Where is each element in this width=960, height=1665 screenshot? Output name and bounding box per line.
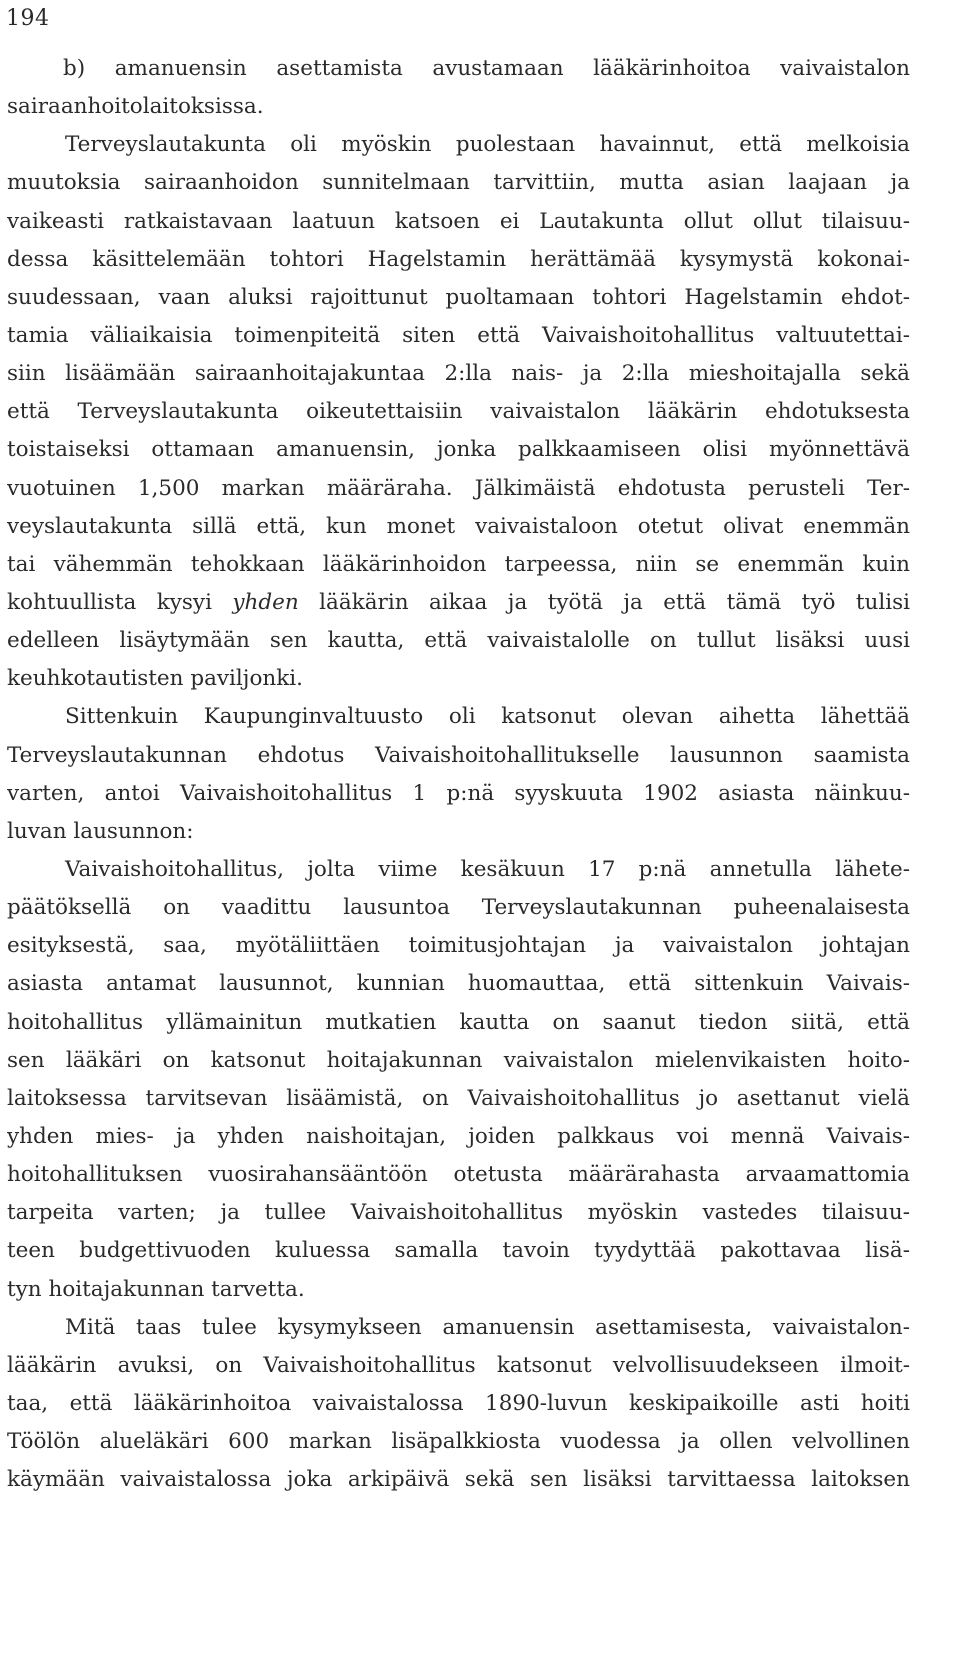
text-line: tarpeita varten; ja tullee Vaivaishoitohallitus myöskin vastedes tilaisuu- <box>7 1200 910 1226</box>
text-line: b) amanuensin asettamista avustamaan lääkärinhoitoa vaivaistalon <box>63 56 910 81</box>
text-line: yhden mies- ja yhden naishoitajan, joiden palkkaus voi mennä Vaivais- <box>7 1123 910 1149</box>
text-line: luvan lausunnon: <box>7 818 194 844</box>
text-line: Töölön alueläkäri 600 markan lisäpalkkiosta vuodessa ja ollen velvollinen <box>7 1429 910 1455</box>
text-line: teen budgettivuoden kuluessa samalla tavoin tyydyttää pakottavaa lisä- <box>7 1238 910 1264</box>
text-line: tai vähemmän tehokkaan lääkärinhoidon tarpeessa, niin se enemmän kuin <box>7 551 910 577</box>
text-line: muutoksia sairaanhoidon sunnitelmaan tarvittiin, mutta asian laajaan ja <box>7 170 910 196</box>
text-line: toistaiseksi ottamaan amanuensin, jonka palkkaamiseen olisi myönnettävä <box>7 437 910 463</box>
text-line: siin lisäämään sairaanhoitajakuntaa 2:lla nais- ja 2:lla mieshoitajalla sekä <box>7 361 910 387</box>
text-line: hoitohallituksen vuosirahansääntöön otetusta määrärahasta arvaamattomia <box>7 1162 910 1188</box>
text-line: taa, että lääkärinhoitoa vaivaistalossa 1890-luvun keskipaikoille asti hoiti <box>7 1390 910 1416</box>
text-line: lääkärin avuksi, on Vaivaishoitohallitus katsonut velvollisuudekseen ilmoit- <box>7 1352 910 1378</box>
text-line <box>7 584 910 622</box>
text-line: että Terveyslautakunta oikeutettaisiin vaivaistalon lääkärin ehdotuksesta <box>7 399 910 425</box>
text-line: vaikeasti ratkaistavaan laatuun katsoen ei Lautakunta ollut ollut tilaisuu- <box>7 208 910 234</box>
text-line: esityksestä, saa, myötäliittäen toimitusjohtajan ja vaivaistalon johtajan <box>7 933 910 959</box>
text-line: tyn hoitajakunnan tarvetta. <box>7 1276 305 1302</box>
text-line: asiasta antamat lausunnot, kunnian huomauttaa, että sittenkuin Vaivais- <box>7 971 910 997</box>
text-segment: lääkärin aikaa ja työtä ja että tämä työ tulisi <box>298 589 910 615</box>
text-line: laitoksessa tarvitsevan lisäämistä, on Vaivaishoitohallitus jo asettanut vielä <box>7 1085 910 1111</box>
emphasized-word: yhden <box>232 589 299 615</box>
text-line: Terveyslautakunta oli myöskin puolestaan havainnut, että melkoisia <box>65 132 910 158</box>
text-line: edelleen lisäytymään sen kautta, että vaivaistalolle on tullut lisäksi uusi <box>7 628 910 654</box>
page-number: 194 <box>6 6 50 31</box>
text-line: päätöksellä on vaadittu lausuntoa Terveyslautakunnan puheenalaisesta <box>7 895 910 921</box>
text-line: dessa käsittelemään tohtori Hagelstamin herättämää kysymystä kokonai- <box>7 246 910 272</box>
text-line: sen lääkäri on katsonut hoitajakunnan vaivaistalon mielenvikaisten hoito- <box>7 1047 910 1073</box>
text-line: sairaanhoitolaitoksissa. <box>7 94 264 120</box>
text-line: varten, antoi Vaivaishoitohallitus 1 p:nä syyskuuta 1902 asiasta näinkuu- <box>7 780 910 806</box>
text-line: hoitohallitus yllämainitun mutkatien kautta on saanut tiedon siitä, että <box>7 1009 910 1035</box>
text-line: Mitä taas tulee kysymykseen amanuensin asettamisesta, vaivaistalon- <box>65 1314 910 1340</box>
text-line: käymään vaivaistalossa joka arkipäivä sekä sen lisäksi tarvittaessa laitoksen <box>7 1467 910 1493</box>
text-line: vuotuinen 1,500 markan määräraha. Jälkimäistä ehdotusta perusteli Ter- <box>7 475 910 501</box>
text-line: keuhkotautisten paviljonki. <box>7 666 303 692</box>
text-line: suudessaan, vaan aluksi rajoittunut puoltamaan tohtori Hagelstamin ehdot- <box>7 284 910 310</box>
text-line: veyslautakunta sillä että, kun monet vaivaistaloon otetut olivat enemmän <box>7 513 910 539</box>
body-text <box>7 50 910 1499</box>
text-line: tamia väliaikaisia toimenpiteitä siten että Vaivaishoitohallitus valtuutettai- <box>7 322 910 348</box>
text-segment: kohtuullista kysyi <box>7 589 233 615</box>
text-line: Vaivaishoitohallitus, jolta viime kesäkuun 17 p:nä annetulla lähete- <box>65 856 910 882</box>
text-line: Sittenkuin Kaupunginvaltuusto oli katsonut olevan aihetta lähettää <box>65 704 910 730</box>
text-line: Terveyslautakunnan ehdotus Vaivaishoitohallitukselle lausunnon saamista <box>7 742 910 768</box>
